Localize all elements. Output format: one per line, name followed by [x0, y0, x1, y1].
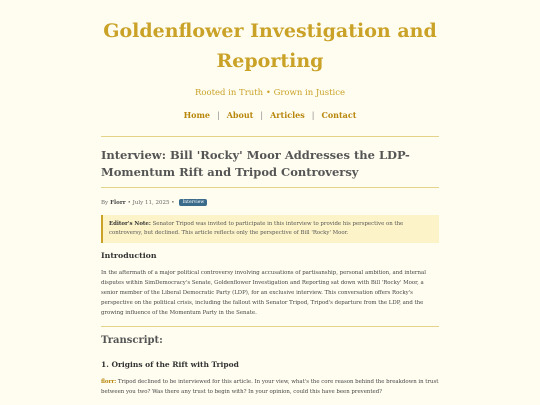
question-text: Tripod declined to be interviewed for this article. In your view, what's the core reason behind the breakdown in trust between you two? Was there any trust to begin with? In your opinion, could this have been prevented? — [101, 379, 439, 395]
intro-heading: Introduction — [101, 251, 157, 260]
intro-paragraph: In the aftermath of a major political controversy involving accusations of partisanship, personal ambition, and internal disputes within SimDemocracy's Senate, Goldenflower Investigation and Reporting sat down with Bill 'Rocky' Moor, a senior member of the Liberal Democratic Party (LDP), for an exclusive interview. This conversation offers Rocky's perspective on the political crisis, including the fallout with Senator Tripod, Tripod's departure from the LDP, and the growing influence of the Momentum Party in the Senate. — [101, 270, 426, 316]
nav-separator: | — [311, 111, 315, 120]
section-heading: 1. Origins of the Rift with Tripod — [101, 360, 239, 369]
site-tagline: Rooted in Truth • Grown in Justice — [194, 88, 346, 98]
question-paragraph — [101, 377, 439, 397]
nav-home-link[interactable]: Home — [183, 110, 211, 120]
meta-date: • July 11, 2025 • — [127, 199, 175, 206]
transcript-heading: Transcript: — [101, 335, 163, 346]
nav-contact-link[interactable]: Contact — [321, 110, 357, 120]
title-divider — [101, 187, 439, 188]
meta-author: Florr — [110, 199, 126, 206]
header-divider — [101, 136, 439, 137]
nav-separator: | — [260, 111, 264, 120]
editors-note — [101, 215, 439, 243]
article-title: Interview: Bill 'Rocky' Moor Addresses the LDP-Momentum Rift and Tripod Controversy — [101, 148, 410, 179]
nav-articles-link[interactable]: Articles — [270, 110, 305, 120]
editors-note-label: Editor's Note: — [109, 221, 151, 227]
speaker-label: florr: — [101, 379, 117, 385]
main-nav — [0, 110, 540, 120]
nav-separator: | — [217, 111, 220, 120]
site-header — [0, 0, 540, 120]
editors-note-text: Senator Tripod was invited to participate in this interview to provide his perspective on the controversy, but declined. This article reflects only the perspective of Bill 'Rocky' Moor. — [109, 221, 404, 236]
article-meta — [101, 199, 439, 206]
site-title: Goldenflower Investigation and Reporting — [103, 20, 437, 72]
nav-about-link[interactable]: About — [226, 110, 254, 120]
category-badge[interactable]: Interview — [179, 199, 207, 206]
article — [101, 147, 439, 397]
transcript-divider — [101, 326, 439, 327]
meta-by: By — [101, 199, 109, 206]
